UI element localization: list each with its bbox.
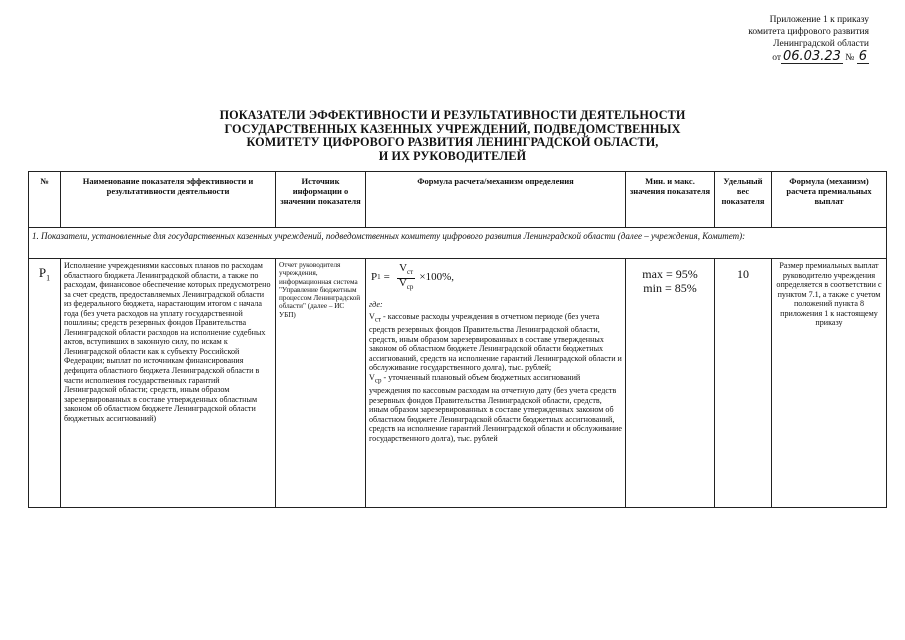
formula-where: где: [369,300,383,310]
header-indicator-name: Наименование показателя эффективности и результативности деятельности [61,172,276,228]
title-line: ПОКАЗАТЕЛИ ЭФФЕКТИВНОСТИ И РЕЗУЛЬТАТИВНОСТИ ДЕЯТЕЛЬНОСТИ [219,108,686,122]
title-line: КОМИТЕТУ ЦИФРОВОГО РАЗВИТИЯ ЛЕНИНГРАДСКОЙ ОБЛАСТИ, [246,135,659,149]
indicator-min-max [626,259,715,508]
appendix-line: комитета цифрового развития [748,27,869,37]
header-bonus-formula: Формула (механизм) расчета премиальных выплат [772,172,887,228]
min-value: min = 85% [643,281,697,295]
title-line: ГОСУДАРСТВЕННЫХ КАЗЕННЫХ УЧРЕЖДЕНИЙ, ПОДВЕДОМСТВЕННЫХ [224,121,681,136]
title-line: И ИХ РУКОВОДИТЕЛЕЙ [378,148,527,163]
indicator-formula [366,259,626,508]
bonus-formula: Размер премиальных выплат руководителю учреждения определяется в соответствии с пунктом 7.1, а также с учетом положений пункта 8 приложения 1 к настоящему приказу [772,259,887,508]
section-row [29,228,887,259]
document-title [0,109,905,163]
section-title: 1. Показатели, установленные для государственных казенных учреждений, подведомственных комитету цифрового развития Ленинградской области (далее – учреждения, Комитет): [29,228,887,259]
header-source: Источник информации о значении показателя [276,172,366,228]
indicators-table [28,171,887,508]
header-min-max: Мин. и макс. значения показателя [626,172,715,228]
from-label: от [772,53,781,63]
number-label: № [845,53,855,63]
formula-definition: $V_{ст}$ - кассовые расходы учреждения в отчетном периоде (без учета средств резервных фондов Правительства Ленинградской области, средств, иным образом зарезервированных в составе утвержденных законом об областном бюджете Ленинградской области бюджетных ассигнований, средств на исполнение гарантий Ленинградской области и обслуживание государственного долга), тыс. рублей; [369,312,622,373]
indicator-weight: 10 [715,259,772,508]
formula-definition: $V_{ср}$ - уточненный плановый объем бюджетных ассигнований учреждения по кассовым расходам на отчетную дату (без учета средств резервных фондов Правительства Ленинградской области, средств, иным образом зарезервированных в составе утвержденных законом об областном бюджете Ленинградской области бюджетных ассигнований, средств на исполнение гарантий Ленинградской области и обслуживание государственного долга), тыс. рублей [369,372,622,443]
table-header-row [29,172,887,228]
appendix-date-line [669,50,869,64]
header-number: № [29,172,61,228]
appendix-line: Приложение 1 к приказу [769,15,869,25]
appendix-header [669,14,869,64]
indicator-name: Исполнение учреждениями кассовых планов по расходам областного бюджета Ленинградской области, а также по расходам, финансовое обеспечение которых предусмотрено за счет средств, предоставляемых Ленинградской области из федерального бюджета, нарастающим итогом с начала года (без учета расходов на уплату государственной пошлины; средств резервных фондов Правительства Ленинградской области расходов на исполнение судебных актов, вступивших в законную силу, по искам к Ленинградской области как к субъекту Российской Федерации; выплат по источникам финансирования дефицита областного бюджета Ленинградской области в части исполнения государственных гарантий Ленинградской области; средств, иным образом зарезервированных в составе утвержденных областным законом об областном бюджете Ленинградской области бюджетных ассигнований) [61,259,276,508]
indicator-number: $P_1$ [29,259,61,508]
appendix-line: Ленинградской области [773,39,869,49]
indicator-source: Отчет руководителя учреждения, информационная система "Управление бюджетным процессом Ленинградской области" (далее – ИС УБП) [276,259,366,508]
header-weight: Удельный вес показателя [715,172,772,228]
formula-fraction: $\frac{V_{ст}}{V_{ср}}$ [398,262,414,291]
table-row [29,259,887,508]
handwritten-number: 6 [858,49,867,64]
header-formula: Формула расчета/механизм определения [366,172,626,228]
formula-expression: P 1 = $\frac{V_{ст}}{V_{ср}}$ ×100%, [371,262,455,291]
max-value: max = 95% [642,267,698,281]
handwritten-date: 06.03.23 [783,49,841,64]
